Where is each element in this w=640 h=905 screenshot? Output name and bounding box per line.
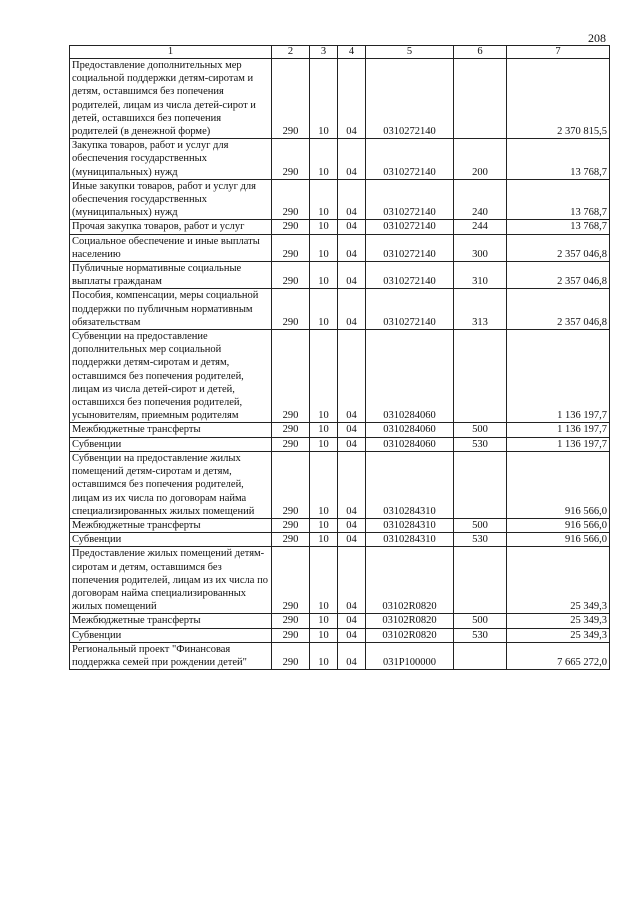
row-section-cell: 10 xyxy=(310,59,338,139)
table-row xyxy=(70,437,610,451)
row-expense-type-cell: 500 xyxy=(454,423,507,437)
row-expense-type-cell xyxy=(454,642,507,669)
row-target-article-cell: 031P100000 xyxy=(366,642,454,669)
column-header: 4 xyxy=(338,46,366,59)
row-admin-code-cell: 290 xyxy=(272,330,310,423)
row-section-cell: 10 xyxy=(310,437,338,451)
row-admin-code-cell: 290 xyxy=(272,437,310,451)
row-amount-cell: 2 357 046,8 xyxy=(507,289,610,330)
row-amount-cell: 2 370 815,5 xyxy=(507,59,610,139)
row-section-cell: 10 xyxy=(310,518,338,532)
row-subsection-cell: 04 xyxy=(338,451,366,518)
row-subsection-cell: 04 xyxy=(338,614,366,628)
row-admin-code-cell: 290 xyxy=(272,642,310,669)
row-section-cell: 10 xyxy=(310,614,338,628)
row-target-article-cell: 03102R0820 xyxy=(366,614,454,628)
column-header: 2 xyxy=(272,46,310,59)
row-section-cell: 10 xyxy=(310,220,338,234)
row-target-article-cell: 03102R0820 xyxy=(366,547,454,614)
row-name-cell: Субвенции на предоставление дополнительных мер социальной поддержки детям-сиротам и детям, оставшимся без попечения родителей, лицам из числа детей-сирот и детей, оставшихся без попечения родителей, усыновителям, приемным родителям xyxy=(70,330,272,423)
row-section-cell: 10 xyxy=(310,547,338,614)
row-name-cell: Межбюджетные трансферты xyxy=(70,614,272,628)
row-name-cell: Субвенции xyxy=(70,533,272,547)
column-header: 7 xyxy=(507,46,610,59)
row-name-cell: Публичные нормативные социальные выплаты гражданам xyxy=(70,262,272,289)
row-admin-code-cell: 290 xyxy=(272,289,310,330)
row-amount-cell: 916 566,0 xyxy=(507,451,610,518)
row-amount-cell: 1 136 197,7 xyxy=(507,423,610,437)
row-expense-type-cell: 300 xyxy=(454,234,507,261)
row-subsection-cell: 04 xyxy=(338,139,366,180)
row-section-cell: 10 xyxy=(310,139,338,180)
row-target-article-cell: 0310272140 xyxy=(366,289,454,330)
row-expense-type-cell xyxy=(454,330,507,423)
row-subsection-cell: 04 xyxy=(338,533,366,547)
column-header: 1 xyxy=(70,46,272,59)
row-amount-cell: 25 349,3 xyxy=(507,547,610,614)
row-admin-code-cell: 290 xyxy=(272,262,310,289)
row-subsection-cell: 04 xyxy=(338,179,366,220)
row-name-cell: Субвенции xyxy=(70,628,272,642)
row-expense-type-cell: 240 xyxy=(454,179,507,220)
row-admin-code-cell: 290 xyxy=(272,451,310,518)
row-subsection-cell: 04 xyxy=(338,220,366,234)
table-row xyxy=(70,518,610,532)
row-expense-type-cell: 200 xyxy=(454,139,507,180)
table-header-row xyxy=(70,46,610,59)
row-amount-cell: 1 136 197,7 xyxy=(507,437,610,451)
row-admin-code-cell: 290 xyxy=(272,628,310,642)
row-admin-code-cell: 290 xyxy=(272,59,310,139)
row-admin-code-cell: 290 xyxy=(272,533,310,547)
table-row xyxy=(70,614,610,628)
row-admin-code-cell: 290 xyxy=(272,179,310,220)
row-name-cell: Региональный проект "Финансовая поддержка семей при рождении детей" xyxy=(70,642,272,669)
row-expense-type-cell: 310 xyxy=(454,262,507,289)
row-target-article-cell: 0310272140 xyxy=(366,59,454,139)
table-row xyxy=(70,547,610,614)
table-row xyxy=(70,179,610,220)
table-row xyxy=(70,533,610,547)
row-section-cell: 10 xyxy=(310,234,338,261)
table-row xyxy=(70,262,610,289)
row-section-cell: 10 xyxy=(310,179,338,220)
row-name-cell: Субвенции на предоставление жилых помещений детям-сиротам и детям, оставшимся без попечения родителей, лицам из их числа по договорам найма специализированных жилых помещений xyxy=(70,451,272,518)
row-amount-cell: 13 768,7 xyxy=(507,179,610,220)
row-name-cell: Предоставление дополнительных мер социальной поддержки детям-сиротам и детям, оставшимся без попечения родителей, лицам из числа детей-сирот и детей, оставшихся без попечения родителей (в денежной форме) xyxy=(70,59,272,139)
row-target-article-cell: 0310284310 xyxy=(366,451,454,518)
row-admin-code-cell: 290 xyxy=(272,220,310,234)
row-name-cell: Предоставление жилых помещений детям-сиротам и детям, оставшимся без попечения родителей, лицам из их числа по договорам найма специализированных жилых помещений xyxy=(70,547,272,614)
row-target-article-cell: 0310284310 xyxy=(366,518,454,532)
table-row xyxy=(70,234,610,261)
row-expense-type-cell: 530 xyxy=(454,628,507,642)
row-section-cell: 10 xyxy=(310,533,338,547)
row-section-cell: 10 xyxy=(310,628,338,642)
row-subsection-cell: 04 xyxy=(338,289,366,330)
row-subsection-cell: 04 xyxy=(338,330,366,423)
column-header: 5 xyxy=(366,46,454,59)
row-amount-cell: 916 566,0 xyxy=(507,533,610,547)
table-row xyxy=(70,451,610,518)
row-expense-type-cell: 244 xyxy=(454,220,507,234)
row-target-article-cell: 03102R0820 xyxy=(366,628,454,642)
row-name-cell: Межбюджетные трансферты xyxy=(70,423,272,437)
row-amount-cell: 13 768,7 xyxy=(507,139,610,180)
budget-table xyxy=(69,45,610,670)
row-admin-code-cell: 290 xyxy=(272,547,310,614)
row-subsection-cell: 04 xyxy=(338,423,366,437)
row-target-article-cell: 0310272140 xyxy=(366,179,454,220)
row-amount-cell: 13 768,7 xyxy=(507,220,610,234)
row-admin-code-cell: 290 xyxy=(272,139,310,180)
page-number: 208 xyxy=(588,31,606,45)
row-name-cell: Иные закупки товаров, работ и услуг для обеспечения государственных (муниципальных) нужд xyxy=(70,179,272,220)
table-row xyxy=(70,423,610,437)
row-admin-code-cell: 290 xyxy=(272,234,310,261)
row-section-cell: 10 xyxy=(310,289,338,330)
row-amount-cell: 916 566,0 xyxy=(507,518,610,532)
row-amount-cell: 2 357 046,8 xyxy=(507,262,610,289)
row-name-cell: Социальное обеспечение и иные выплаты населению xyxy=(70,234,272,261)
row-subsection-cell: 04 xyxy=(338,518,366,532)
row-amount-cell: 1 136 197,7 xyxy=(507,330,610,423)
table-row xyxy=(70,330,610,423)
column-header: 3 xyxy=(310,46,338,59)
row-subsection-cell: 04 xyxy=(338,628,366,642)
table-row xyxy=(70,289,610,330)
row-target-article-cell: 0310272140 xyxy=(366,234,454,261)
table-row xyxy=(70,59,610,139)
row-admin-code-cell: 290 xyxy=(272,423,310,437)
row-amount-cell: 7 665 272,0 xyxy=(507,642,610,669)
row-subsection-cell: 04 xyxy=(338,437,366,451)
row-expense-type-cell: 313 xyxy=(454,289,507,330)
row-section-cell: 10 xyxy=(310,451,338,518)
row-admin-code-cell: 290 xyxy=(272,518,310,532)
row-name-cell: Закупка товаров, работ и услуг для обеспечения государственных (муниципальных) нужд xyxy=(70,139,272,180)
row-expense-type-cell xyxy=(454,547,507,614)
row-target-article-cell: 0310284060 xyxy=(366,330,454,423)
table-row xyxy=(70,139,610,180)
row-name-cell: Межбюджетные трансферты xyxy=(70,518,272,532)
row-amount-cell: 25 349,3 xyxy=(507,628,610,642)
table-row xyxy=(70,628,610,642)
table-row xyxy=(70,220,610,234)
row-admin-code-cell: 290 xyxy=(272,614,310,628)
row-expense-type-cell: 530 xyxy=(454,533,507,547)
row-section-cell: 10 xyxy=(310,262,338,289)
row-amount-cell: 25 349,3 xyxy=(507,614,610,628)
row-subsection-cell: 04 xyxy=(338,642,366,669)
row-target-article-cell: 0310272140 xyxy=(366,262,454,289)
row-expense-type-cell: 500 xyxy=(454,614,507,628)
column-header: 6 xyxy=(454,46,507,59)
row-expense-type-cell: 500 xyxy=(454,518,507,532)
row-name-cell: Пособия, компенсации, меры социальной поддержки по публичным нормативным обязательствам xyxy=(70,289,272,330)
row-target-article-cell: 0310284310 xyxy=(366,533,454,547)
row-section-cell: 10 xyxy=(310,423,338,437)
row-subsection-cell: 04 xyxy=(338,547,366,614)
row-target-article-cell: 0310272140 xyxy=(366,220,454,234)
row-target-article-cell: 0310284060 xyxy=(366,423,454,437)
row-subsection-cell: 04 xyxy=(338,234,366,261)
row-expense-type-cell: 530 xyxy=(454,437,507,451)
row-expense-type-cell xyxy=(454,59,507,139)
row-target-article-cell: 0310284060 xyxy=(366,437,454,451)
row-subsection-cell: 04 xyxy=(338,262,366,289)
row-expense-type-cell xyxy=(454,451,507,518)
row-name-cell: Субвенции xyxy=(70,437,272,451)
row-target-article-cell: 0310272140 xyxy=(366,139,454,180)
row-subsection-cell: 04 xyxy=(338,59,366,139)
row-amount-cell: 2 357 046,8 xyxy=(507,234,610,261)
table-row xyxy=(70,642,610,669)
row-name-cell: Прочая закупка товаров, работ и услуг xyxy=(70,220,272,234)
row-section-cell: 10 xyxy=(310,330,338,423)
row-section-cell: 10 xyxy=(310,642,338,669)
